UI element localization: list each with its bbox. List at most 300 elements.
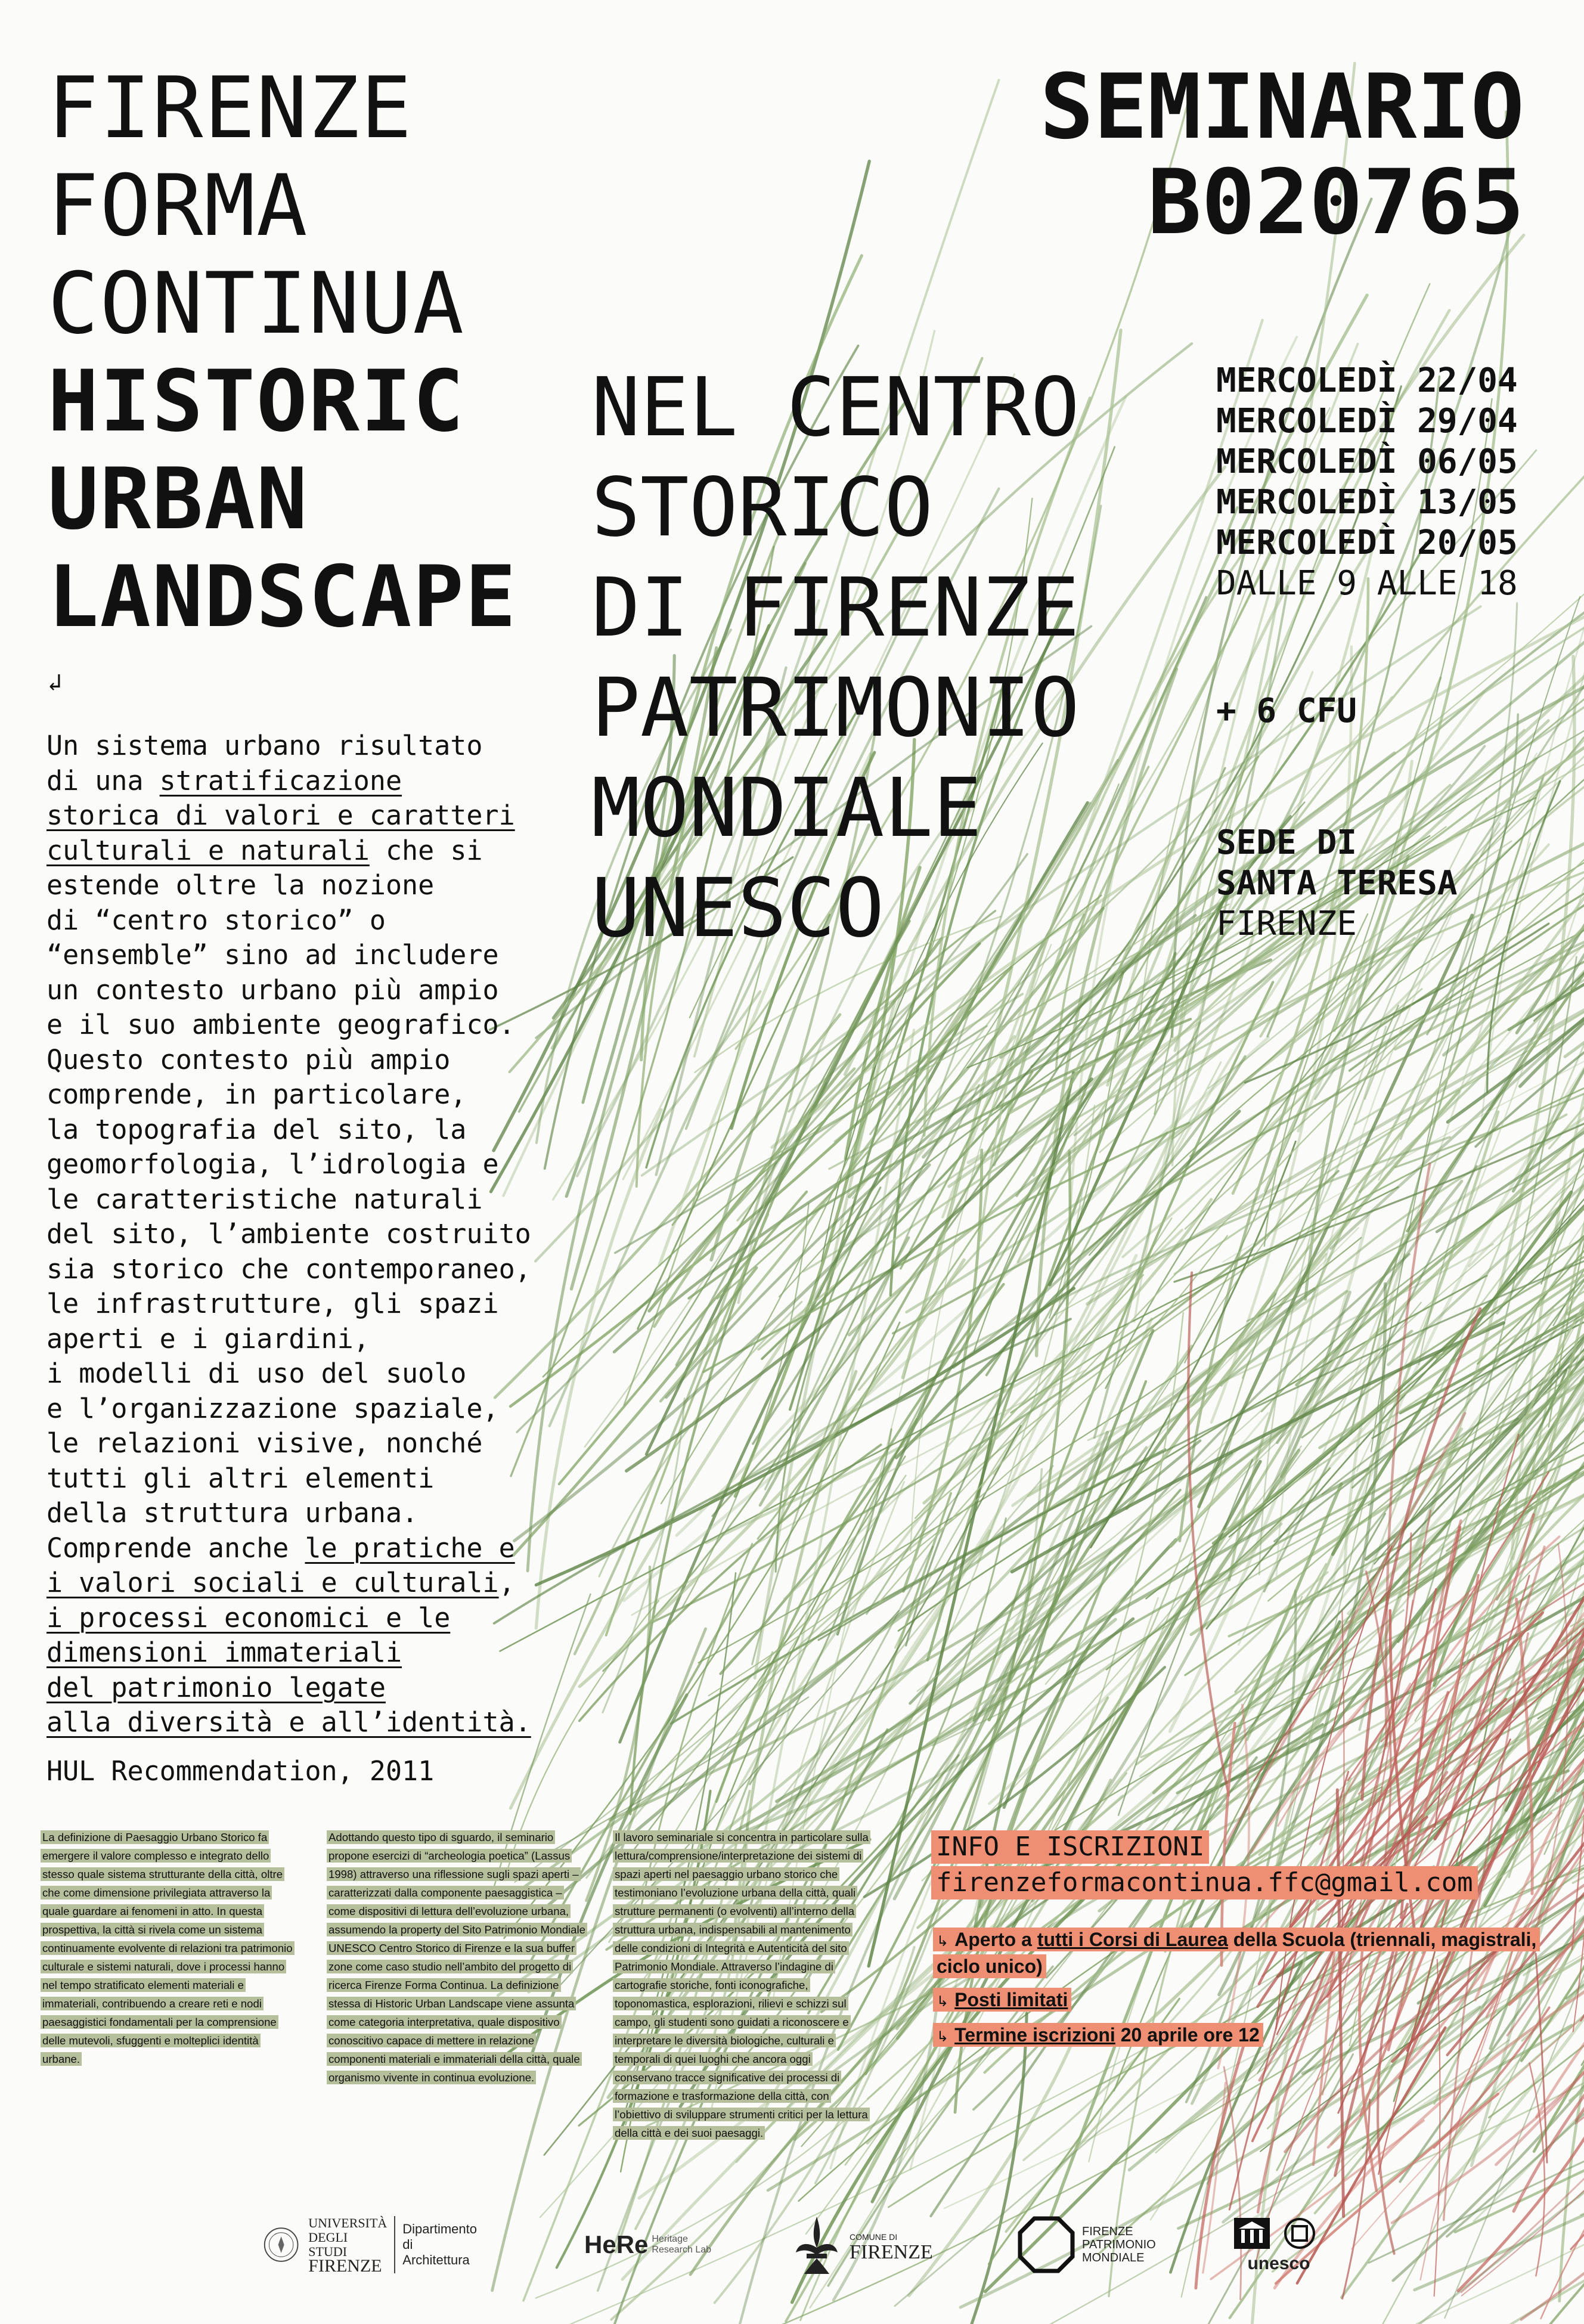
grass-blade	[1049, 1027, 1121, 1318]
grass-blade	[1333, 1192, 1571, 1554]
grass-blade	[585, 924, 903, 1447]
grass-blade	[1350, 1593, 1584, 1791]
unifi-line-2: DEGLI STUDI	[308, 2230, 348, 2259]
grass-blade	[717, 1284, 1004, 1802]
grass-blade	[1070, 743, 1584, 1265]
ffc-line-3: MONDIALE	[1082, 2251, 1145, 2264]
grass-blade	[1396, 1536, 1560, 1746]
grass-blade	[1517, 193, 1584, 1033]
grass-blade	[1573, 1446, 1584, 1883]
grass-blade	[1557, 1322, 1584, 1701]
grass-blade	[1574, 922, 1584, 1728]
grass-blade	[750, 1429, 891, 1784]
grass-blade	[1242, 1025, 1584, 1764]
grass-blade	[1033, 1292, 1350, 1901]
grass-blade	[1534, 296, 1584, 1021]
grass-blade	[510, 967, 1011, 1406]
quote-line	[47, 764, 571, 799]
grass-blade	[1229, 1108, 1584, 1537]
grass-blade	[1239, 662, 1584, 1645]
grass-blade	[1357, 649, 1584, 1471]
grass-blade	[1549, 453, 1584, 1427]
grass-blade	[1444, 551, 1584, 1055]
grass-blade	[1369, 1258, 1584, 1505]
grass-blade	[1277, 654, 1584, 1443]
grass-blade	[1154, 1355, 1584, 1793]
quote-line: comprende, in particolare,	[47, 1079, 467, 1110]
quote-line: Questo contesto più ampio	[47, 1043, 451, 1076]
grass-blade	[1533, 1578, 1584, 1764]
description-column-3	[613, 1828, 869, 2142]
grass-blade	[932, 1163, 1584, 1746]
bullet-arrow-icon: ↳	[937, 1993, 949, 2010]
grass-blade	[901, 915, 1084, 1269]
grass-blade	[879, 859, 1584, 1602]
grass-blade	[906, 1222, 1121, 1646]
grass-blade	[543, 895, 1101, 1377]
logo-comune	[790, 2206, 957, 2283]
grass-blade	[1325, 957, 1577, 1884]
grass-blade	[1243, 1006, 1399, 1378]
grass-blade	[1509, 1575, 1584, 1877]
grass-blade	[776, 1188, 881, 1572]
grass-blade	[649, 938, 942, 1311]
title-line-forma: FORMA	[48, 157, 309, 255]
grass-blade	[1235, 1563, 1584, 1876]
quote-line: i modelli di uso del suolo	[47, 1358, 467, 1389]
grass-blade	[1515, 1223, 1584, 1808]
grass-blade	[1303, 1239, 1584, 2025]
grass-blade	[1552, 1366, 1584, 1737]
note-text-underlined: Posti limitati	[954, 1989, 1068, 2010]
grass-blade	[599, 1302, 802, 1577]
grass-blade	[721, 972, 1123, 1674]
dept-line-2: di Architettura	[402, 2237, 470, 2267]
quote-line: un contesto urbano più ampio	[47, 974, 499, 1006]
grass-blade	[1526, 1009, 1584, 1225]
quote-line: del patrimonio legate	[47, 1671, 386, 1703]
grass-blade	[1362, 1309, 1480, 1799]
grass-blade	[1554, 544, 1584, 1325]
grass-blade	[1528, 875, 1584, 1269]
quote-line	[47, 1566, 571, 1601]
grass-blade	[510, 1037, 1014, 1808]
grass-blade	[1558, 833, 1584, 1370]
quote-line: alla diversità e all’identità.	[47, 1706, 531, 1738]
grass-blade	[1538, 1138, 1584, 1718]
grass-blade	[1487, 781, 1560, 1092]
grass-blade	[1129, 1455, 1584, 2170]
note-open-to	[933, 1927, 1584, 1979]
grass-blade	[1012, 1323, 1504, 1572]
quote-text: che si	[369, 834, 483, 866]
grass-blade	[1524, 1575, 1584, 1975]
subtitle-line-5: MONDIALE	[591, 761, 982, 856]
subtitle-line-6: UNESCO	[591, 862, 885, 956]
column-3-text: Il lavoro seminariale si concentra in particolare sulla lettura/comprensione/interpretazione dei sistemi di spazi aperti nel paesaggio urbano storico che testimoniano l’evoluzione urbana della città, quali strutture permanenti (o evolventi) all’interno della struttura urbana, indispensabili al mantenimento delle condizioni di Integrità e Autenticità del sito Patrimonio Mondiale. Attraverso l’indagine di cartografie storiche, fonti iconografiche, toponomastica, esplorazioni, rilievi e schizzi sul campo, gli studenti sono guidati a riconoscere e interpretare le diversità biologiche, culturali e temporali di quei luoghi che ancora oggi conservano tracce significative dei processi di formazione e trasformazione della città, con l’obiettivo di sviluppare strumenti critici per la lettura della città e dei suoi paesaggi.	[613, 1830, 870, 2140]
quote-line: le caratteristiche naturali	[47, 1183, 483, 1215]
grass-blade	[1213, 911, 1584, 1544]
grass-blade	[689, 1019, 1191, 1299]
grass-blade	[540, 1289, 1315, 1913]
grass-blade	[1165, 1693, 1344, 1951]
grass-blade	[626, 1254, 1267, 1812]
grass-blade	[1395, 582, 1584, 1049]
grass-blade	[1449, 983, 1584, 1576]
comune-line-2: FIRENZE	[850, 2241, 933, 2263]
date-5: MERCOLEDÌ 20/05	[1216, 523, 1518, 562]
grass-blade	[1028, 1254, 1326, 1496]
grass-blade	[1302, 1217, 1584, 1437]
partner-logos	[262, 2206, 1335, 2283]
grass-blade	[819, 1201, 1584, 1640]
grass-blade	[1399, 1240, 1584, 1898]
grass-blade	[1528, 943, 1584, 1419]
grass-blade	[904, 1150, 982, 1591]
date-4: MERCOLEDÌ 13/05	[1216, 483, 1518, 522]
grass-blade	[1462, 1857, 1584, 2295]
grass-blade	[1004, 1540, 1176, 1808]
grass-blade	[1275, 1127, 1584, 1542]
grass-blade	[1435, 642, 1584, 1364]
grass-blade	[1568, 1349, 1584, 1721]
grass-blade	[1440, 1367, 1584, 1781]
grass-blade	[536, 1288, 1074, 1585]
grass-blade	[1099, 1368, 1584, 1911]
grass-blade	[521, 1291, 1347, 1889]
grass-blade	[1539, 1544, 1568, 1919]
grass-blade	[1468, 2137, 1584, 2324]
grass-blade	[1358, 906, 1584, 1606]
grass-blade	[917, 1400, 1273, 1691]
grass-blade	[1568, 888, 1584, 1314]
grass-blade	[1514, 1403, 1584, 1718]
grass-blade	[1512, 1102, 1584, 1449]
grass-blade	[1458, 2077, 1584, 2291]
subtitle-line-1: NEL CENTRO	[591, 361, 1080, 455]
grass-blade	[1570, 759, 1584, 1244]
grass-blade	[706, 1350, 1077, 1542]
comune-line-1: COMUNE DI	[850, 2232, 898, 2242]
grass-blade	[1381, 1558, 1584, 1742]
grass-blade	[1513, 402, 1584, 1191]
grass-blade	[1457, 1295, 1584, 1882]
grass-blade	[1222, 1115, 1567, 1386]
grass-blade	[1551, 1216, 1584, 1666]
grass-blade	[1475, 819, 1584, 1146]
grass-blade	[1141, 1436, 1584, 1758]
subtitle-line-4: PATRIMONIO	[591, 661, 1080, 755]
quote-underlined: stratificazione	[159, 764, 402, 797]
grass-blade	[1195, 2055, 1353, 2324]
grass-blade	[1199, 1343, 1584, 1592]
grass-blade	[1475, 1427, 1584, 1764]
grass-blade	[1146, 1084, 1584, 1599]
grass-blade	[1067, 1309, 1554, 1917]
note-text-underlined: tutti i Corsi di Laurea	[1037, 1929, 1228, 1950]
quote-line: Un sistema urbano risultato	[47, 730, 483, 761]
schedule-dates	[1216, 361, 1518, 604]
title-line-urban: URBAN	[48, 450, 309, 549]
grass-blade	[957, 1159, 1325, 1779]
grass-blade	[1170, 1215, 1368, 1731]
grass-blade	[716, 1469, 1368, 1842]
date-1: MERCOLEDÌ 22/04	[1216, 361, 1518, 400]
grass-blade	[867, 1023, 1200, 1614]
note-deadline-text	[933, 2023, 1263, 2047]
grass-blade	[1207, 1113, 1584, 1629]
grass-blade	[1516, 1253, 1584, 1838]
grass-blade	[1320, 1557, 1584, 1834]
grass-blade	[928, 953, 1176, 1660]
grass-blade	[898, 1276, 1487, 1631]
grass-blade	[1422, 1629, 1584, 1953]
info-heading: INFO E ISCRIZIONI	[931, 1830, 1209, 1864]
grass-blade	[1320, 921, 1584, 1448]
grass-blade	[630, 1457, 905, 1855]
grass-blade	[1517, 1599, 1533, 1894]
poster-subtitle	[591, 358, 1080, 959]
unifi-line-1: UNIVERSITÀ	[308, 2215, 388, 2230]
grass-blade	[1509, 831, 1584, 1602]
grass-blade	[709, 1236, 1227, 1696]
grass-blade	[1534, 513, 1584, 1518]
grass-blade	[655, 1069, 855, 1327]
grass-blade	[1343, 2100, 1370, 2299]
grass-blade	[1251, 1594, 1468, 1852]
grass-blade	[718, 955, 997, 1299]
unifi-seal-icon	[262, 2215, 300, 2275]
grass-blade	[650, 1171, 1338, 1623]
venue-city: FIRENZE	[1216, 904, 1357, 943]
grass-blade	[1409, 1347, 1584, 1594]
grass-blade	[1509, 481, 1584, 1030]
title-line-firenze: FIRENZE	[48, 59, 413, 157]
grass-blade	[1185, 1352, 1584, 1675]
grass-blade	[627, 1079, 1092, 1471]
grass-blade	[1542, 1258, 1584, 1886]
grass-blade	[1506, 895, 1584, 1810]
grass-blade	[1555, 880, 1584, 1718]
grass-blade	[1253, 1066, 1584, 1932]
grass-blade	[587, 1529, 934, 1877]
grass-blade	[1410, 1268, 1584, 1691]
grass-blade	[1278, 1586, 1475, 1826]
grass-blade	[1350, 1213, 1584, 2046]
quote-line: aperti e i giardini,	[47, 1322, 370, 1355]
grass-blade	[1297, 1014, 1584, 1385]
grass-blade	[1254, 1593, 1386, 1780]
grass-blade	[1387, 2065, 1584, 2324]
grass-blade	[907, 938, 1415, 1312]
description-column-2	[327, 1828, 589, 2087]
grass-blade	[915, 1275, 1143, 1519]
grass-blade	[614, 960, 1270, 1352]
grass-blade	[1572, 1445, 1584, 1950]
grass-blade	[1521, 2193, 1584, 2320]
grass-blade	[1497, 1282, 1584, 1599]
grass-blade	[806, 1415, 1239, 2234]
grass-blade	[737, 994, 1022, 1220]
grass-blade	[894, 1433, 1107, 1899]
grass-blade	[1477, 1000, 1584, 1364]
grass-blade	[1437, 773, 1584, 1232]
grass-blade	[1446, 962, 1584, 1551]
grass-blade	[895, 989, 1422, 1648]
grass-blade	[1106, 658, 1584, 1388]
unesco-name: unesco	[1247, 2254, 1310, 2273]
grass-blade	[1549, 1585, 1584, 1791]
here-subtitle	[652, 2234, 711, 2255]
grass-blade	[677, 1262, 924, 1536]
grass-blade	[1371, 597, 1580, 1452]
grass-blade	[784, 1062, 1221, 1599]
unifi-line-3: FIRENZE	[308, 2256, 382, 2276]
grass-blade	[1259, 1337, 1584, 1855]
grass-blade	[1281, 1181, 1462, 1476]
hul-quote	[47, 729, 571, 1740]
logo-ffc	[1016, 2206, 1195, 2283]
grass-blade	[1464, 1273, 1584, 1513]
grass-blade	[494, 1319, 1071, 1623]
grass-blade	[1293, 845, 1584, 1721]
grass-blade	[1574, 1358, 1584, 1678]
grass-blade	[1211, 647, 1351, 1423]
grass-blade	[766, 943, 980, 1203]
grass-blade	[896, 1111, 1239, 1458]
quote-line: i processi economici e le	[47, 1601, 451, 1634]
grass-blade	[1177, 1461, 1584, 1793]
grass-blade	[1229, 1186, 1584, 1637]
grass-blade	[676, 1083, 826, 1365]
contact-email-link[interactable]: firenzeformacontinua.ffc@gmail.com	[931, 1866, 1478, 1900]
subtitle-line-2: STORICO	[591, 461, 934, 555]
grass-blade	[1171, 1078, 1584, 1546]
grass-blade	[989, 1394, 1393, 1804]
grass-blade	[1420, 1521, 1461, 1749]
quote-line: “ensemble” sino ad includere	[47, 939, 499, 971]
grass-blade	[1055, 1039, 1549, 1315]
quote-line: le infrastrutture, gli spazi	[47, 1288, 499, 1319]
grass-blade	[922, 1446, 1301, 1881]
info-block	[931, 1830, 1478, 1902]
grass-blade	[1571, 1114, 1584, 1626]
grass-blade	[1264, 1166, 1477, 1592]
grass-blade	[1578, 1554, 1584, 2198]
grass-blade	[1191, 1268, 1584, 1634]
grass-blade	[632, 1370, 1086, 1615]
grass-blade	[1134, 672, 1313, 1322]
grass-blade	[1471, 1681, 1584, 2166]
quote-line: della struttura urbana.	[47, 1497, 419, 1529]
grass-blade	[1106, 1468, 1330, 1670]
grass-blade	[1226, 1413, 1465, 1843]
quote-line: sia storico che contemporaneo,	[47, 1253, 531, 1285]
grass-blade	[1322, 1176, 1584, 1494]
grass-blade	[953, 1056, 1245, 1368]
grass-blade	[1553, 1265, 1584, 1800]
grass-blade	[579, 1445, 881, 1721]
quote-text: Comprende anche	[47, 1532, 305, 1564]
grass-blade	[1247, 1112, 1498, 1740]
dept-line-1: Dipartimento	[402, 2221, 477, 2236]
grass-blade	[1070, 1572, 1328, 1842]
grass-blade	[667, 915, 1196, 1398]
grass-blade	[500, 1187, 1399, 1651]
grass-blade	[1089, 1679, 1280, 2162]
grass-blade	[1261, 1169, 1569, 1411]
quote-line: di “centro storico” o	[47, 904, 386, 936]
grass-blade	[606, 1214, 768, 1635]
grass-blade	[924, 1200, 1211, 1503]
quote-line: tutti gli altri elementi	[47, 1462, 435, 1494]
grass-blade	[1392, 2062, 1584, 2223]
note-text: Aperto a	[954, 1929, 1037, 1950]
grass-blade	[1299, 1141, 1584, 1655]
grass-blade	[1091, 1142, 1296, 1548]
grass-blade	[630, 921, 909, 1814]
grass-blade	[1127, 1091, 1459, 1508]
note-text: della Scuola (triennali, magistrali, ciclo unico)	[937, 1929, 1537, 1977]
grass-blade	[897, 1206, 1427, 2029]
grass-blade	[1180, 935, 1351, 1541]
grass-blade	[1188, 1273, 1229, 1796]
quote-underlined: culturali e naturali	[47, 834, 370, 866]
grass-blade	[1010, 530, 1584, 1113]
note-text: 20 aprile ore 12	[1115, 2024, 1260, 2046]
grass-blade	[682, 1204, 808, 1607]
grass-blade	[1118, 1460, 1253, 1815]
grass-blade	[1434, 1362, 1584, 1685]
grass-blade	[1490, 1121, 1584, 2049]
venue-line-2: SANTA TERESA	[1216, 864, 1458, 903]
grass-blade	[699, 1238, 1362, 1663]
description-column-1	[41, 1828, 297, 2068]
grass-blade	[1470, 708, 1584, 1266]
quote-line: e l’organizzazione spaziale,	[47, 1392, 499, 1424]
grass-blade	[1359, 1655, 1474, 1794]
grass-blade	[926, 1208, 1584, 1744]
grass-blade	[515, 1218, 1172, 1882]
grass-blade	[514, 1165, 929, 1541]
grass-blade	[974, 982, 1273, 1720]
seminar-label: SEMINARIO	[1040, 55, 1524, 159]
grass-blade	[1245, 924, 1549, 1083]
grass-blade	[1497, 493, 1584, 1313]
seminar-number: B020765	[1147, 151, 1524, 255]
grass-blade	[1520, 1527, 1584, 1845]
grass-blade	[1217, 1594, 1584, 1808]
grass-blade	[1372, 656, 1574, 1668]
note-open-to-text	[933, 1928, 1540, 1978]
quote-citation: HUL Recommendation, 2011	[47, 1755, 435, 1787]
title-line-historic: HISTORIC	[48, 352, 465, 451]
grass-blade	[1478, 1280, 1584, 1803]
grass-blade	[1386, 1164, 1430, 1746]
grass-blade	[1437, 943, 1584, 1358]
grass-blade	[615, 1026, 987, 1253]
grass-blade	[1541, 608, 1584, 1284]
grass-blade	[671, 1449, 1165, 1724]
grass-blade	[1106, 212, 1515, 1129]
grass-blade	[1359, 1443, 1456, 1730]
venue	[1216, 823, 1458, 944]
quote-line	[47, 1531, 571, 1566]
grass-blade	[624, 1037, 1269, 1601]
grass-blade	[1540, 1314, 1584, 1917]
grass-blade	[1398, 1371, 1566, 1642]
subtitle-line-3: DI FIRENZE	[591, 561, 1080, 655]
